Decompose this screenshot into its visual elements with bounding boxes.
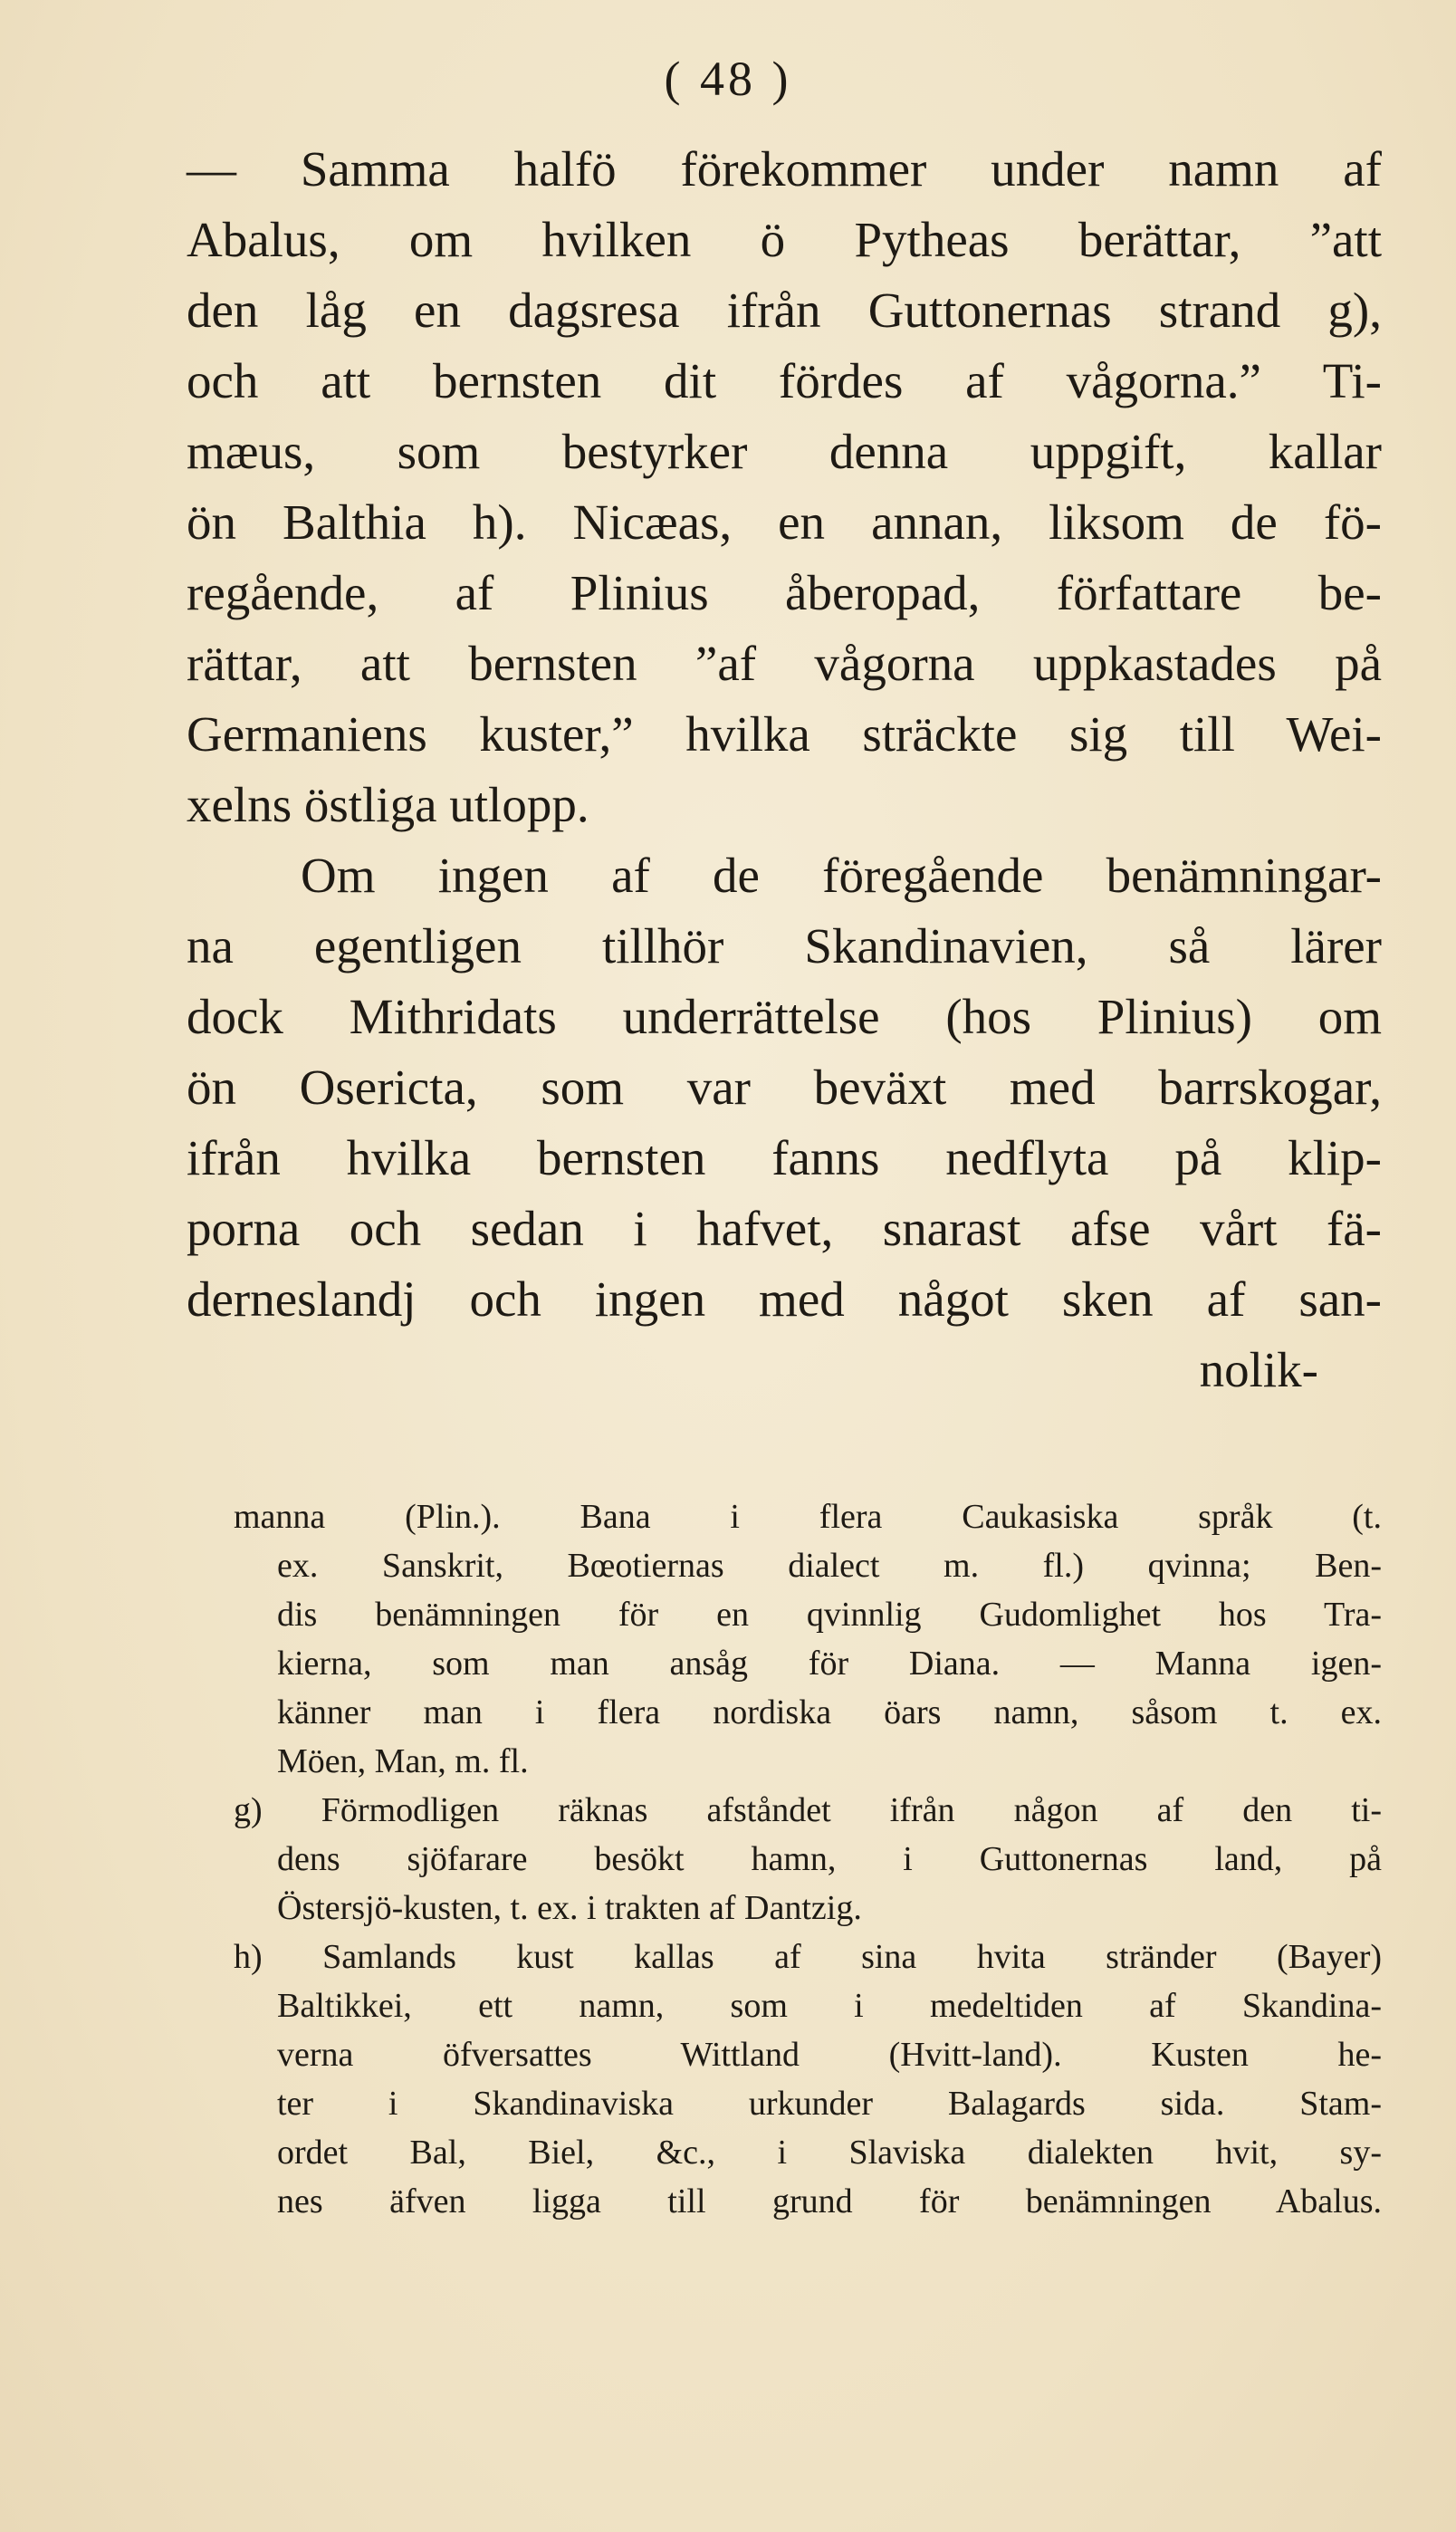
text-line: ifrån hvilka bernsten fanns nedflyta på klip- [187,1130,1382,1185]
text-line: xelns östliga utlopp. [187,777,589,832]
main-text [187,134,1382,1405]
text-line: Germaniens kuster,” hvilka sträckte sig till Wei- [187,706,1382,762]
text-line: rättar, att bernsten ”af vågorna uppkastades på [187,636,1382,691]
page-number: ( 48 ) [664,52,792,106]
footnote-line: Östersjö-kusten, t. ex. i trakten af Dantzig. [277,1889,862,1927]
paragraph-start: Om ingen af de föregående benämningar- [301,848,1382,903]
text-line: derneslandj och ingen med något sken af san- [187,1271,1382,1327]
footnote-line: Möen, Man, m. fl. [277,1742,529,1780]
footnote-line: Baltikkei, ett namn, som i medeltiden af Skandina- [277,1987,1382,2025]
text-line: regående, af Plinius åberopad, författare be- [187,565,1382,620]
footnote-line: verna öfversattes Wittland (Hvitt-land). Kusten he- [277,2036,1382,2074]
footnote-line: dis benämningen för en qvinnlig Gudomlighet hos Tra- [277,1596,1382,1634]
text-line: — Samma halfö förekommer under namn af [187,141,1382,197]
text-line: ön Balthia h). Nicæas, en annan, liksom de fö- [187,494,1382,550]
footnote-line: dens sjöfarare besökt hamn, i Guttonernas land, på [277,1840,1382,1878]
footnote-line: känner man i flera nordiska öars namn, såsom t. ex. [277,1693,1382,1731]
footnotes [187,1492,1382,2226]
footnote-g: g) Förmodligen räknas afståndet ifrån någon af den ti- [234,1791,1382,1829]
footnote-line: ter i Skandinaviska urkunder Balagards sida. Stam- [277,2085,1382,2123]
footnote-h: h) Samlands kust kallas af sina hvita stränder (Bayer) [234,1938,1382,1976]
text-line: mæus, som bestyrker denna uppgift, kallar [187,424,1382,479]
footnote-line: ordet Bal, Biel, &c., i Slaviska dialekten hvit, sy- [277,2134,1382,2172]
footnote-line: kierna, som man ansåg för Diana. — Manna igen- [277,1645,1382,1683]
footnote-line: manna (Plin.). Bana i flera Caukasiska språk (t. [234,1498,1382,1536]
text-line: dock Mithridats underrättelse (hos Plinius) om [187,989,1382,1044]
text-line: och att bernsten dit fördes af vågorna.” Ti- [187,353,1382,408]
text-line: Abalus, om hvilken ö Pytheas berättar, ”att [187,212,1382,267]
text-line: porna och sedan i hafvet, snarast afse vårt fä- [187,1201,1382,1256]
footnote-line: ex. Sanskrit, Bœotiernas dialect m. fl.) qvinna; Ben- [277,1547,1382,1585]
footnote-line: nes äfven ligga till grund för benämningen Abalus. [277,2182,1382,2220]
text-line: na egentligen tillhör Skandinavien, så lärer [187,918,1382,973]
text-line: ön Osericta, som var beväxt med barrskogar, [187,1060,1382,1115]
catchword: nolik- [1199,1342,1318,1397]
text-line: den låg en dagsresa ifrån Guttonernas strand g), [187,283,1382,338]
